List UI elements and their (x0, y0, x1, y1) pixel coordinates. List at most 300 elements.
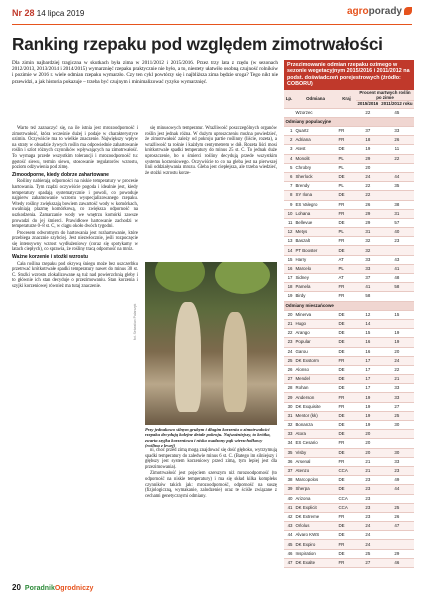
cell-country: PL (337, 264, 356, 273)
cell-country: DE (337, 218, 356, 227)
cell-country: DE (337, 145, 356, 154)
cell-value-2: 57 (380, 218, 414, 227)
cell-value-1: 20 (356, 448, 380, 457)
cell-value-1: 23 (356, 476, 380, 485)
cell-country: DE (337, 522, 356, 531)
cell-value-1: 24 (356, 172, 380, 181)
brand-logo (347, 6, 412, 17)
cell-value-2 (380, 191, 414, 200)
cell-value-2 (380, 246, 414, 255)
table-row (284, 512, 414, 521)
cell-value-2: 38 (380, 200, 414, 209)
cell-value-1: 33 (356, 264, 380, 273)
cell-name: ES Cesario (294, 439, 337, 448)
table-row (284, 237, 414, 246)
table-row (284, 292, 414, 301)
cell-value-1: 29 (356, 154, 380, 163)
col-country-header: Kraj (337, 90, 356, 109)
table-row (284, 540, 414, 549)
cell-value-1: 19 (356, 421, 380, 430)
table-row (284, 421, 414, 430)
table-row (284, 430, 414, 439)
cell-name: Lohana (294, 209, 337, 218)
cell-name: Pamela (294, 283, 337, 292)
cell-country: DE (337, 485, 356, 494)
cell-name: DK Explicit (294, 503, 337, 512)
cell-value-2: 21 (380, 375, 414, 384)
cell-lp: 14 (284, 246, 294, 255)
cell-value-1: 17 (356, 356, 380, 365)
cell-value-2: 43 (380, 255, 414, 264)
cell-country: FR (337, 283, 356, 292)
table-row (284, 108, 414, 117)
cell-name: Mentor (kk) (294, 411, 337, 420)
cell-country: DE (337, 476, 356, 485)
cell-value-2: 29 (380, 549, 414, 558)
cell-value-2 (380, 439, 414, 448)
table-row (284, 218, 414, 227)
cell-country: DE (337, 310, 356, 319)
cell-lp: 25 (284, 356, 294, 365)
cell-value-1: 37 (356, 127, 380, 136)
column-1 (12, 126, 138, 291)
cell-value-1: 12 (356, 310, 380, 319)
table-row (284, 145, 414, 154)
cell-lp: 46 (284, 549, 294, 558)
cell-name: Arizona (294, 494, 337, 503)
leaf-shape (215, 262, 270, 294)
cell-name: Hugo (294, 319, 337, 328)
cell-lp: 44 (284, 531, 294, 540)
table-row (284, 154, 414, 163)
cell-lp: 19 (284, 292, 294, 301)
col-lp-header: Lp. (284, 90, 294, 109)
paragraph: ni, choć przed zimą mogą znajdować się dość głęboko, wytrzymują spadki temperatury do zaledwie minus 6 st. C. (Batego im silniejszy i głębszy jest system korzeniowy przed zimą, tym lepiej jest dla przezimowania). (145, 448, 277, 470)
cell-lp: 8 (284, 191, 294, 200)
cell-country: DE (337, 329, 356, 338)
cell-value-1: 58 (356, 292, 380, 301)
cell-name: SY Ilona (294, 191, 337, 200)
cell-value-2: 26 (380, 136, 414, 145)
cell-value-1: 20 (356, 163, 380, 172)
table-row (284, 264, 414, 273)
cell-value-1: 18 (356, 136, 380, 145)
cell-name: Atenzo (294, 466, 337, 475)
table-row (284, 384, 414, 393)
cell-country: DE (337, 411, 356, 420)
cell-lp: 37 (284, 466, 294, 475)
cell-name: Minerva (294, 310, 337, 319)
subheading: Ważne korzenie i stożki wzrostu (12, 254, 88, 261)
cell-name: Garou (294, 347, 337, 356)
article-title: Ranking rzepaku pod względem zimotrwałości (12, 34, 383, 54)
table-row (284, 466, 414, 475)
paragraph: Warto też zaznaczyć się, na ile istnia jest mrozoodporność i zimotrwałość, która wcześnie dużej i podaje w charakterystyce ozimin. Oczywiście ma to wielkie znaczenie. Największy wpływ na straty w obsadzie żywych roślin ma odpowiednie zahartowanie roślin i szlot różnych czynników wpływających na zimotrwałość. To wymaga przede wszystkim tolerancji i mrozoodporność tu: gęstość siewu, termin siewu, stosowanie regulatorów wzrostu, poziom odżywienia pod zimę. (12, 126, 138, 171)
cell-lp: 15 (284, 255, 294, 264)
cell-value-2: 44 (380, 172, 414, 181)
cell-lp: 18 (284, 283, 294, 292)
cell-name: Anderson (294, 393, 337, 402)
cell-lp: 36 (284, 457, 294, 466)
cell-lp: 42 (284, 512, 294, 521)
cell-value-2: 22 (380, 154, 414, 163)
table-title: Przezimowanie odmian rzepaku ozimego w sezonie wegetacyjnym 2015/2016 i 2011/2012 na podst. doświadczeń porejestrowych (źródło: COBORU) (284, 60, 414, 90)
cell-country: DE (337, 347, 356, 356)
cell-country: FR (337, 540, 356, 549)
cell-country: PL (337, 154, 356, 163)
cell-value-1: 26 (356, 200, 380, 209)
table-row (284, 549, 414, 558)
cell-lp: 35 (284, 448, 294, 457)
cell-name: Monolit (294, 154, 337, 163)
cell-lp: 5 (284, 163, 294, 172)
cell-value-2: 49 (380, 476, 414, 485)
cell-country: DE (337, 246, 356, 255)
cell-country: FR (337, 393, 356, 402)
table-row (284, 476, 414, 485)
cell-value-1: 23 (356, 503, 380, 512)
cell-value-1: 24 (356, 531, 380, 540)
cell-name: DK Exalte (294, 558, 337, 567)
overwintering-table (284, 90, 414, 568)
table-row (284, 319, 414, 328)
cell-value-1: 15 (356, 329, 380, 338)
cell-name: Atora (294, 430, 337, 439)
cell-lp: 2 (284, 136, 294, 145)
cell-name: DK Extreme (294, 512, 337, 521)
cell-country: CCA (337, 466, 356, 475)
cell-value-1: 22 (356, 191, 380, 200)
cell-value-1: 21 (356, 457, 380, 466)
cell-value-2: 44 (380, 485, 414, 494)
col-pct-header: Procent martwych roślin po zimie (356, 90, 414, 101)
table-row (284, 558, 414, 567)
table-row (284, 127, 414, 136)
cell-value-2: 40 (380, 228, 414, 237)
root-right (223, 312, 247, 412)
cell-value-2: 26 (380, 512, 414, 521)
cell-value-2 (380, 292, 414, 301)
paragraph: Rośliny nabierają odporności na niskie temperatury w procesie hartowania. Tym rządzi oczywiście pogoda i idealnie jest, kiedy temperatury spadają systematycznie i powoli, co powoduje najpierw zahamowanie wzrostu wyspecjalizowanego rzepaku. Wtedy rośliny zwiększają bowiem zawartość wody w komórkach, uwalniają plazmę komórkową, co zwiększa odporność na uszkodzenia. Zamarzanie wody we wnętrzu komórki zawsze prowadzi do jej śmierci. Prawidłowe hartowanie zachodzi w temperaturze 0–8 st. C, w ciągu około dwóch tygodni. (12, 179, 138, 230)
cell-lp: 43 (284, 522, 294, 531)
table-row (284, 457, 414, 466)
cell-value-1: 17 (356, 384, 380, 393)
paragraph: Procesem odwrotnym do hartowania jest rozhartowanie, które przebiega znacznie szybciej. Jest niezwłocznie, jeśli rozpoczęcie się intensywny wzrost wydłużeniowy (coraz się spotykamy w latach ciepłych), co sprawia, że rośliny tracą odporność na mróz. (12, 230, 138, 253)
table-row (284, 439, 414, 448)
cell-name: Orlolus (294, 522, 337, 531)
cell-value-2 (380, 319, 414, 328)
cell-name: Mendel (294, 375, 337, 384)
cell-value-2: 41 (380, 264, 414, 273)
cell-country: DE (337, 384, 356, 393)
cell-lp: 12 (284, 228, 294, 237)
cell-value-2: 22 (380, 365, 414, 374)
cell-country: PL (337, 182, 356, 191)
cell-lp: 39 (284, 485, 294, 494)
cell-value-1: 37 (356, 274, 380, 283)
table-row (284, 485, 414, 494)
cell-lp: 6 (284, 172, 294, 181)
cell-value-2: 33 (380, 127, 414, 136)
cell-country: DE (337, 421, 356, 430)
cell-name: Alonso (294, 365, 337, 374)
cell-value-2: 20 (380, 347, 414, 356)
cell-value-2: 30 (380, 421, 414, 430)
rapeseed-roots-photo (145, 262, 277, 425)
cell-value-1: 20 (356, 439, 380, 448)
table-row (284, 274, 414, 283)
cell-value-2 (380, 430, 414, 439)
cell-value-1: 25 (356, 549, 380, 558)
cell-value-1: 16 (356, 347, 380, 356)
table-row (284, 255, 414, 264)
table-row (284, 200, 414, 209)
cell-value-1: 32 (356, 246, 380, 255)
table-row (284, 347, 414, 356)
cell-value-1: 19 (356, 411, 380, 420)
cell-value-1: 22 (356, 108, 380, 117)
cell-lp: 21 (284, 319, 294, 328)
cell-name: Harry (294, 255, 337, 264)
cell-value-2: 19 (380, 338, 414, 347)
cell-country: DE (337, 531, 356, 540)
cell-country: PL (337, 228, 356, 237)
cell-lp: 7 (284, 182, 294, 191)
cell-value-2 (380, 540, 414, 549)
cell-country: FR (337, 237, 356, 246)
table-row (284, 494, 414, 503)
cell-value-2: 24 (380, 356, 414, 365)
cell-lp: 40 (284, 494, 294, 503)
cell-value-2: 27 (380, 402, 414, 411)
table-row (284, 365, 414, 374)
table-row (284, 393, 414, 402)
leaf-shape (155, 262, 205, 292)
photo-credit: fot. Sebastian Palarczyk (133, 303, 137, 340)
table-row (284, 356, 414, 365)
issue-number: Nr 28 (12, 8, 35, 18)
cell-lp: 29 (284, 393, 294, 402)
cell-value-2: 33 (380, 457, 414, 466)
col-name-header: Odmiana (294, 90, 337, 109)
subheading: Zimoodporne, kiedy dobrze zahartowane (12, 171, 109, 178)
issue-info (12, 8, 84, 18)
cell-lp: 3 (284, 145, 294, 154)
cell-name: Sherlock (294, 172, 337, 181)
cell-name: Quartz (294, 127, 337, 136)
cell-value-1: 14 (356, 319, 380, 328)
cell-country: FR (337, 136, 356, 145)
cell-country: FR (337, 356, 356, 365)
section-label: Odmiany populacyjne (284, 117, 414, 126)
table-row (284, 283, 414, 292)
table-row (284, 448, 414, 457)
cell-name: Arsenal (294, 457, 337, 466)
cell-country: FR (337, 402, 356, 411)
table-row (284, 172, 414, 181)
table-row (284, 375, 414, 384)
table-row (284, 209, 414, 218)
cell-value-2: 11 (380, 145, 414, 154)
cell-lp: 32 (284, 421, 294, 430)
cell-country: AT (337, 255, 356, 264)
cell-value-1: 19 (356, 402, 380, 411)
magazine-name-a: Poradnik (24, 585, 55, 592)
cell-country: DE (337, 319, 356, 328)
cell-value-2: 23 (380, 237, 414, 246)
cell-lp: 34 (284, 439, 294, 448)
cell-value-2: 33 (380, 384, 414, 393)
cell-lp: 13 (284, 237, 294, 246)
table-row (284, 136, 414, 145)
section-row (284, 301, 414, 310)
cell-lp: 1 (284, 127, 294, 136)
cell-value-2: 58 (380, 283, 414, 292)
cell-value-2: 45 (380, 108, 414, 117)
cell-value-2: 46 (380, 558, 414, 567)
cell-value-2: 15 (380, 310, 414, 319)
cell-value-2: 19 (380, 329, 414, 338)
cell-name: Bonanza (294, 421, 337, 430)
magazine-name-b: Ogrodniczy (54, 585, 94, 592)
root-left (175, 302, 201, 412)
cell-value-1: 20 (356, 430, 380, 439)
page-number: 20 (12, 583, 21, 592)
cell-name: Brendy (294, 182, 337, 191)
cell-name: Arango (294, 329, 337, 338)
cell-value-2: 48 (380, 274, 414, 283)
column-2-bottom (145, 448, 277, 500)
cell-name: DK Expiro (294, 540, 337, 549)
cell-lp: 10 (284, 209, 294, 218)
cell-lp: 11 (284, 218, 294, 227)
cell-lp: 47 (284, 558, 294, 567)
cell-name: Sidney (294, 274, 337, 283)
cell-value-1: 17 (356, 365, 380, 374)
table-row (284, 402, 414, 411)
column-2 (145, 126, 277, 177)
cell-name: Alvaro KWS (294, 531, 337, 540)
cell-value-1: 16 (356, 338, 380, 347)
cell-lp: 30 (284, 402, 294, 411)
section-label: Odmiany mieszańcowe (284, 301, 414, 310)
cell-lp: 17 (284, 274, 294, 283)
cell-country: DE (337, 365, 356, 374)
page-footer (12, 583, 93, 592)
cell-value-2: 47 (380, 522, 414, 531)
cell-name: Atest (294, 145, 337, 154)
cell-country: FR (337, 457, 356, 466)
cell-value-1: 22 (356, 182, 380, 191)
cell-country: DE (337, 172, 356, 181)
cell-value-1: 29 (356, 218, 380, 227)
table-row (284, 182, 414, 191)
table-row (284, 503, 414, 512)
cell-value-1: 32 (356, 237, 380, 246)
cell-country: DE (337, 375, 356, 384)
cell-name: Inspiration (294, 549, 337, 558)
cell-name: Adriana (294, 136, 337, 145)
cell-value-1: 23 (356, 485, 380, 494)
cell-country: DE (337, 338, 356, 347)
cell-name: Marcelo (294, 264, 337, 273)
cell-lp: 9 (284, 200, 294, 209)
header-rule (12, 24, 412, 25)
cell-lp: 38 (284, 476, 294, 485)
table-row (284, 329, 414, 338)
photo-caption: Przy jednakowo silnym grubym i długim korzeniu o zimotrwałości rzepaku decydują kolejne detale pokroju. Najważniejszy, to krótka, zwarta szyjka korzeniowa i niska osadzony pąk wierzchołkowy (roślina z lewej) (145, 427, 271, 449)
cell-value-2 (380, 531, 414, 540)
issue-date: 14 lipca 2019 (36, 9, 85, 18)
cell-country: FR (337, 209, 356, 218)
cell-name: Rohan (294, 384, 337, 393)
cell-value-1: 21 (356, 466, 380, 475)
paragraph: Cała roślina rzepaku pod okrywą śniegu może bez uszczerbku przetrwać krótkotrwałe spadki temperatury nawet do minus 30 st. C. Stożki wzrostu zlokalizowane są tuż nad powierzchnią gleby i to głównie ich stan decyduje o przezimowaniu. Stan korzenia i szyjki korzeniowej również ma tutaj znaczenie. (12, 261, 138, 290)
cell-value-2 (380, 163, 414, 172)
cell-value-1: 23 (356, 494, 380, 503)
cell-country: FR (337, 439, 356, 448)
cell-name: PT Booster (294, 246, 337, 255)
cell-name: Metys (294, 228, 337, 237)
cell-country: FR (337, 512, 356, 521)
table-row (284, 310, 414, 319)
cell-value-1: 31 (356, 228, 380, 237)
brand-part-b: porady (368, 6, 402, 17)
cell-value-1: 27 (356, 558, 380, 567)
cell-lp: 27 (284, 375, 294, 384)
col-year2-header: 2011/2012 roku (381, 101, 413, 107)
cell-name: Marcopolos (294, 476, 337, 485)
cell-name: Chrobry (294, 163, 337, 172)
cell-lp: 45 (284, 540, 294, 549)
col-year1-header: 2015/2016 (357, 101, 379, 107)
table-row (284, 531, 414, 540)
cell-name: Sherpa (294, 485, 337, 494)
cell-value-1: 19 (356, 393, 380, 402)
cell-value-1: 41 (356, 283, 380, 292)
cell-name: DK Exquisite (294, 402, 337, 411)
cell-country: PL (337, 163, 356, 172)
cell-lp: 4 (284, 154, 294, 163)
cell-name: Baszalt (294, 237, 337, 246)
cell-lp: 24 (284, 347, 294, 356)
table-row (284, 338, 414, 347)
paragraph: Zimotrwałość jest pojęciem szerszym niż mrozoodporność (to odporność na niskie temperatury) i ma się skład kilka kompleks czynników takich jak: mrozoodporność, odporność na suszę (fizjologiczną, wymakanie, zalodzenie) oraz te ściśle związane z cechami genetycznymi odmiany. (145, 471, 277, 499)
table-row (284, 522, 414, 531)
cell-value-1: 29 (356, 209, 380, 218)
article-lead: Dla zimin najbardziej tragiczna w skutkach była zima w 2011/2012 i 2015/2016. Przez trzy lata z rzędu (w sezonach 2012/2013, 2013/2014 i 2014/2015) wymarznięć rzepaku praktycznie nie było, a to, niestety ułatwiło osobną czujność rolników i pozimie w 2016 r. wiele odmian rzepaku wymarzło. Czy ten cykl powtórzy się i najbliższa zima będzie sroga? Tego nikt nie przewidzi, a jak historia pokazuje – trzeba być czujnym i minimalizować ryzyko wymarznięć. (12, 60, 278, 85)
cell-country: DE (337, 191, 356, 200)
cell-value-1: 33 (356, 255, 380, 264)
cell-lp: 41 (284, 503, 294, 512)
cell-country: DE (337, 448, 356, 457)
cell-country: CCA (337, 494, 356, 503)
cell-lp: 20 (284, 310, 294, 319)
cell-value-2: 33 (380, 393, 414, 402)
cell-name: Wzorzec (294, 108, 337, 117)
cell-country: FR (337, 200, 356, 209)
cell-lp: 26 (284, 365, 294, 374)
cell-value-1: 24 (356, 522, 380, 531)
cell-name: Popular (294, 338, 337, 347)
paragraph: się minusowych temperatur. Wrażliwość poszczególnych organów roślin jest jednak różna. W dużym uproszczeniu można powiedzieć, że zimotrwałość zależy od pokroju partie roślinny (liście, rozeta), a wrażliwość ta rośnie i każdym centymetrem w dół. Rozeta liści mosi krótkotrwale spadki temperatury do minus 25 st. C. To jednak duże uproszczenie, bo o śmierci rośliny decydują przede wszystkim systemu korzeniowego. Oczywiście to co na gleba jest na pierwszej linii oddziaływania mrozu. Gleba jest ciepłejsza, ale trzeba wiedzieć, że stożki wzrostu korze- (145, 126, 277, 176)
table-row (284, 191, 414, 200)
table-row (284, 246, 414, 255)
cell-lp: 16 (284, 264, 294, 273)
cell-lp: 28 (284, 384, 294, 393)
cell-value-1: 23 (356, 512, 380, 521)
cell-name: Visby (294, 448, 337, 457)
